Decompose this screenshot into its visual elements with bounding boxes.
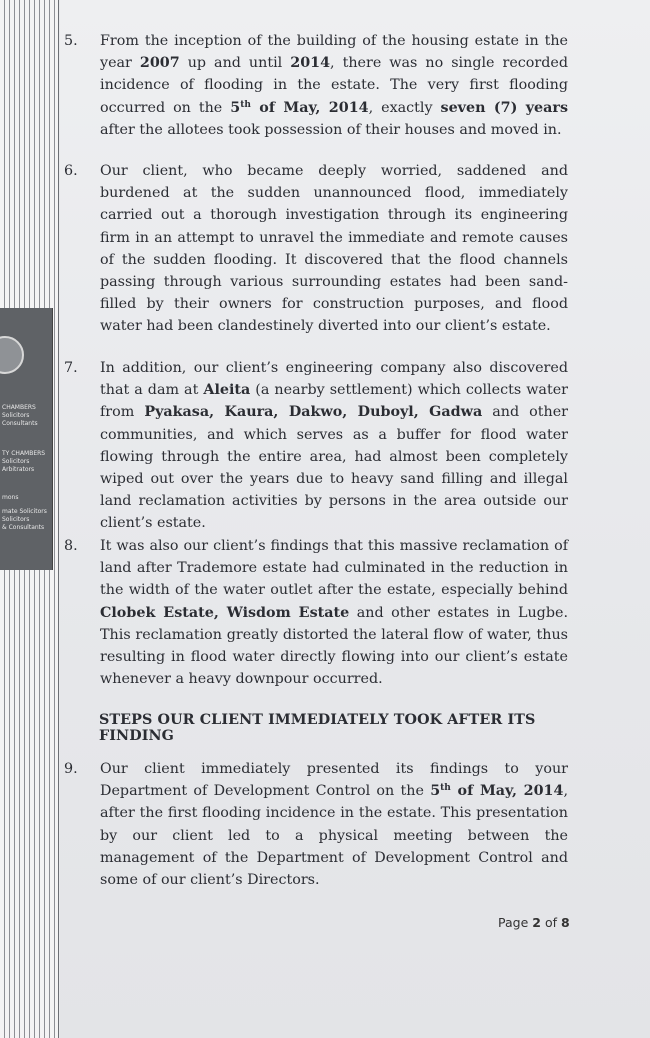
page-label: Page bbox=[498, 915, 529, 930]
margin-rule bbox=[58, 0, 59, 1038]
paragraph-text: Our client, who became deeply worried, saddened and burdened at the sudden unannounced flood, immediately carried out a thorough investigation through its engineering firm in an attempt to unravel the immediate and remote causes of the sudden flooding. It discovered that the flood channels passing through various surrounding estates had been sand-filled by their owners for construction purposes, and flood water had been clandestinely diverted into our client’s estate. bbox=[100, 163, 568, 335]
letterhead-plate bbox=[0, 308, 53, 570]
paragraph-text: In addition, our client’s engineering company also discovered that a dam at Aleita (a nearby settlement) which collects water from Pyakasa, Kaura, Dakwo, Duboyl, Gadwa and other communities, and which serves as a buffer for flood water flowing through the entire area, had almost been completely wiped out over the years due to heavy sand filling and illegal land reclamation activities by persons in the area outside our client’s estate. bbox=[100, 360, 568, 532]
paragraph-7 bbox=[64, 357, 568, 535]
paragraph-number: 7. bbox=[64, 360, 78, 376]
plate-text: Arbitrators bbox=[2, 466, 35, 473]
page-current: 2 bbox=[532, 915, 541, 930]
paragraph-6 bbox=[64, 160, 568, 338]
binder-edge bbox=[0, 0, 58, 1038]
plate-text: & Consultants bbox=[2, 524, 45, 531]
paragraph-9 bbox=[64, 758, 568, 891]
page-total: 8 bbox=[560, 915, 570, 930]
paragraph-text: It was also our client’s findings that this massive reclamation of land after Trademore estate had culminated in the reduction in the width of the water outlet after the estate, especially behind Clobek Estate, Wisdom Estate and other estates in Lugbe. This reclamation greatly distorted the lateral flow of water, thus resulting in flood water directly flowing into our client’s estate whenever a heavy downpour occurred. bbox=[100, 538, 568, 688]
plate-text: mate Solicitors bbox=[2, 508, 47, 515]
plate-text: Solicitors bbox=[2, 458, 30, 465]
seal-icon bbox=[0, 336, 24, 374]
page-of: of bbox=[544, 915, 557, 930]
paragraph-number: 8. bbox=[64, 538, 78, 554]
plate-text: mons bbox=[2, 494, 19, 501]
paragraph-8 bbox=[64, 535, 568, 690]
paragraph-number: 6. bbox=[64, 163, 78, 179]
paragraph-5 bbox=[64, 30, 568, 141]
paragraph-text: Our client immediately presented its findings to your Department of Development Control on the 5th of May, 2014, after the first flooding incidence in the estate. This presentation by our client led to a physical meeting between the management of the Department of Development Control and some of our client’s Directors. bbox=[100, 761, 568, 889]
plate-text: TY CHAMBERS bbox=[2, 450, 46, 457]
plate-text: CHAMBERS bbox=[2, 404, 36, 411]
page-number bbox=[498, 915, 570, 930]
paragraph-number: 9. bbox=[64, 761, 78, 777]
paragraph-number: 5. bbox=[64, 33, 78, 49]
paragraph-text: From the inception of the building of the housing estate in the year 2007 up and until 2014, there was no single recorded incidence of flooding in the estate. The very first flooding occurred on the 5th of May, 2014, exactly seven (7) years after the allotees took possession of their houses and moved in. bbox=[100, 33, 569, 138]
plate-text: Solicitors bbox=[2, 516, 30, 523]
plate-text: Solicitors bbox=[2, 412, 30, 419]
section-heading: STEPS OUR CLIENT IMMEDIATELY TOOK AFTER ITS FINDING bbox=[99, 712, 536, 744]
plate-text: Consultants bbox=[2, 420, 38, 427]
